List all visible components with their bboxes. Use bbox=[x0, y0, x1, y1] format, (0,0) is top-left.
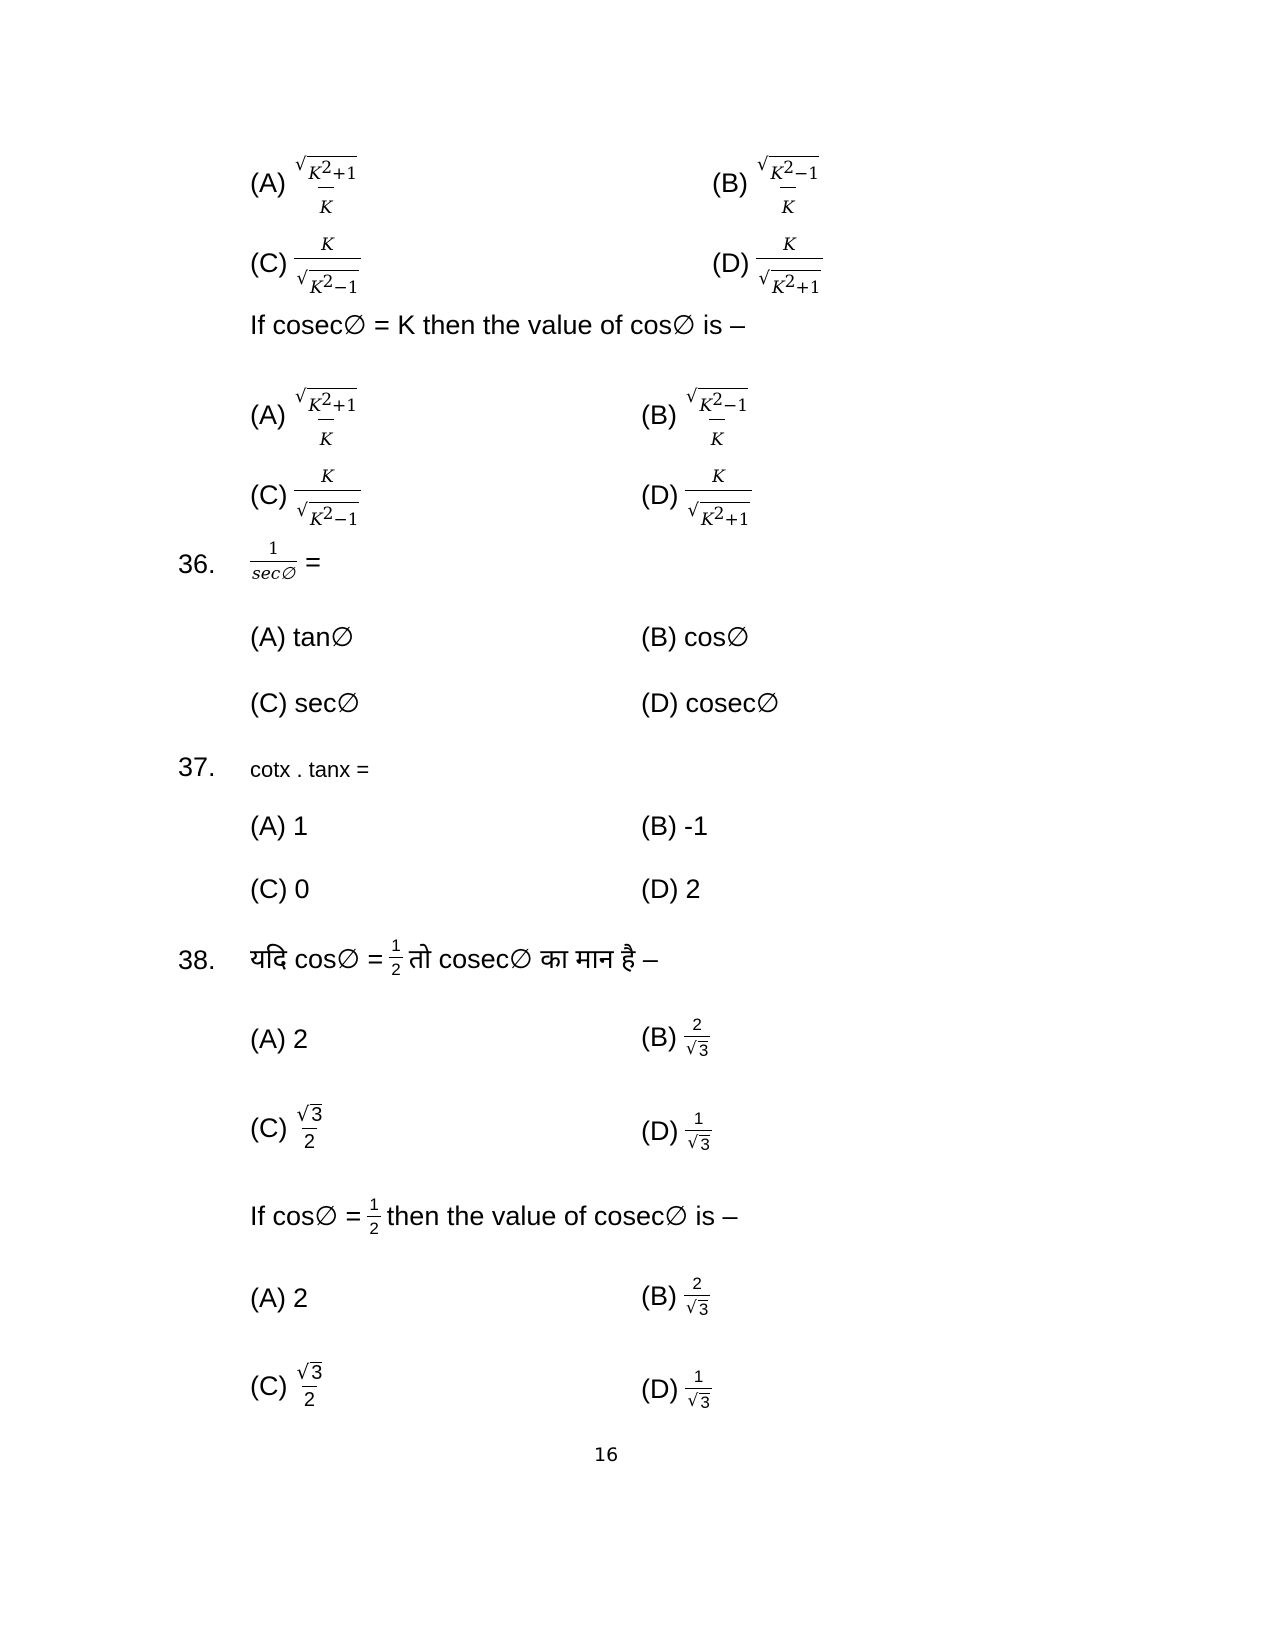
option-label: (D) bbox=[641, 479, 679, 510]
q35-en-option-a[interactable] bbox=[250, 380, 359, 450]
q37-option-d[interactable]: (D) 2 bbox=[641, 874, 701, 904]
option-fraction: √ $K^2+1$ K bbox=[295, 386, 358, 450]
option-fraction: √ $K^2+1$ K bbox=[295, 154, 358, 218]
option-label: (A) bbox=[250, 167, 286, 198]
q38-hi-option-d[interactable]: (D) 1 √ 3 bbox=[641, 1109, 710, 1154]
q37-option-a[interactable]: (A) 1 bbox=[250, 811, 309, 841]
option-label: (B) bbox=[641, 399, 677, 430]
q36-question: $\frac{1}{\sec\emptyset}$ = bbox=[252, 539, 321, 584]
q35-hi-option-a[interactable] bbox=[250, 148, 359, 218]
half-fraction: $\frac{1}{2}$ bbox=[369, 1195, 379, 1238]
option-fraction: √ $K^2-1$ K bbox=[686, 386, 749, 450]
q36-option-d[interactable]: (D) cosec∅ bbox=[641, 688, 780, 718]
q38-number: 38. bbox=[178, 945, 216, 975]
half-fraction: $\frac{1}{2}$ bbox=[391, 936, 401, 979]
option-label: (D) bbox=[712, 247, 750, 278]
q35-hi-option-b[interactable] bbox=[712, 148, 821, 218]
option-fraction: K √ $K^2+1$ bbox=[758, 235, 821, 298]
q35-en-option-c[interactable] bbox=[250, 460, 361, 530]
q37-option-b[interactable]: (B) -1 bbox=[641, 811, 709, 841]
q38-hi-option-a[interactable]: (A) 2 bbox=[250, 1024, 309, 1054]
q35-en-option-d[interactable] bbox=[641, 460, 752, 530]
q38-hi-option-c[interactable]: (C) √ 3 2 bbox=[250, 1102, 323, 1153]
q35-hi-option-d[interactable] bbox=[712, 228, 823, 298]
q38-hi-option-b[interactable]: (B) 2 √ 3 bbox=[641, 1015, 709, 1060]
option-fraction: K √ $K^2-1$ bbox=[296, 467, 359, 530]
option-label: (C) bbox=[250, 479, 288, 510]
q38-english-question: If cos∅ = $\frac{1}{2}$ then the value of cosec∅ is – bbox=[250, 1195, 738, 1238]
option-fraction: K √ $K^2+1$ bbox=[687, 467, 750, 530]
q38-en-option-a[interactable]: (A) 2 bbox=[250, 1283, 309, 1313]
q35-english-question: If cosec∅ = K then the value of cos∅ is – bbox=[250, 310, 746, 340]
q37-option-c[interactable]: (C) 0 bbox=[250, 874, 310, 904]
option-label: (A) bbox=[250, 399, 286, 430]
q35-en-option-b[interactable] bbox=[641, 380, 750, 450]
q35-hi-option-c[interactable] bbox=[250, 228, 361, 298]
q36-option-a[interactable]: (A) tan∅ bbox=[250, 622, 355, 652]
q36-option-c[interactable]: (C) sec∅ bbox=[250, 688, 361, 718]
option-label: (B) bbox=[712, 167, 748, 198]
q38-hindi-question: यदि cos∅ = $\frac{1}{2}$ तो cosec∅ का मान है – bbox=[250, 936, 658, 979]
q36-option-b[interactable]: (B) cos∅ bbox=[641, 622, 750, 652]
q37-number: 37. bbox=[178, 752, 216, 782]
q38-en-option-d[interactable]: (D) 1 √ 3 bbox=[641, 1367, 710, 1412]
option-label: (C) bbox=[250, 247, 288, 278]
q37-question: cotx . tanx = bbox=[250, 757, 370, 782]
q36-number: 36. bbox=[178, 549, 216, 579]
option-fraction: K √ $K^2-1$ bbox=[296, 235, 359, 298]
q36-fraction: $\frac{1}{\sec\emptyset}$ bbox=[252, 539, 296, 584]
page-number: 16 bbox=[594, 1444, 619, 1466]
q38-en-option-c[interactable]: (C) √ 3 2 bbox=[250, 1360, 323, 1411]
q38-en-option-b[interactable]: (B) 2 √ 3 bbox=[641, 1274, 709, 1319]
option-fraction: √ $K^2-1$ K bbox=[757, 154, 820, 218]
